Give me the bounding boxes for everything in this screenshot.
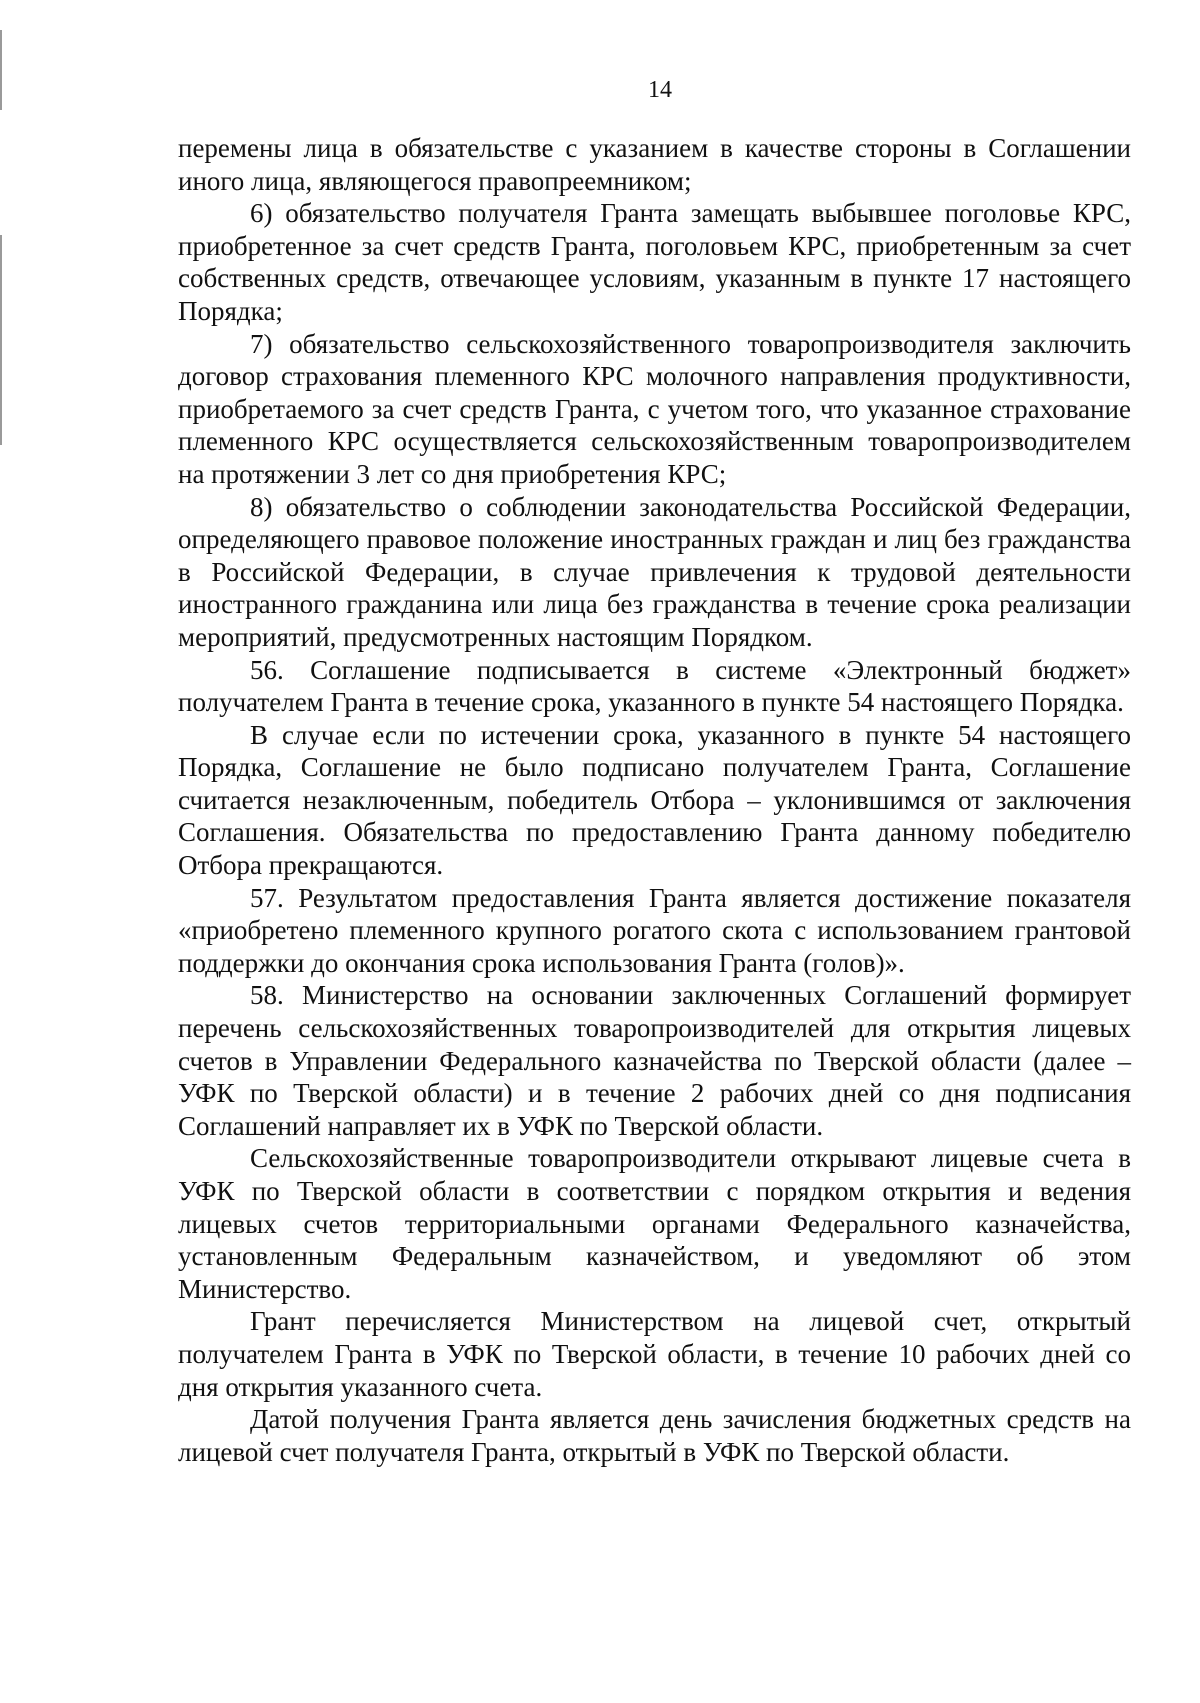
page-number: 14 bbox=[648, 77, 672, 103]
document-body bbox=[178, 132, 1131, 1468]
paragraph-continuation: перемены лица в обязательстве с указанием в качестве стороны в Соглашении иного лица, являющегося правопреемником; bbox=[178, 133, 1131, 196]
paragraph-clause-56-unsigned: В случае если по истечении срока, указанного в пункте 54 настоящего Порядка, Соглашение не было подписано получателем Гранта, Соглашение считается незаключенным, победитель Отбора – уклонившимся от заключения Соглашения. Обязательства по предоставлению Гранта данному победителю Отбора прекращаются. bbox=[178, 719, 1131, 881]
paragraph-transfer: Грант перечисляется Министерством на лицевой счет, открытый получателем Гранта в УФК по Тверской области, в течение 10 рабочих дней со дня открытия указанного счета. bbox=[178, 1306, 1131, 1402]
paragraph-accounts: Сельскохозяйственные товаропроизводители открывают лицевые счета в УФК по Тверской области в соответствии с порядком открытия и ведения лицевых счетов территориальными органами Федерального казначейства, установленным Федеральным казначейством, и уведомляют об этом Министерство. bbox=[178, 1143, 1131, 1304]
paragraph-item-8: 8) обязательство о соблюдении законодательства Российской Федерации, определяющего правовое положение иностранных граждан и лиц без гражданства в Российской Федерации, в случае привлечения к трудовой деятельности иностранного гражданина или лица без гражданства в течение срока реализации мероприятий, предусмотренных настоящим Порядком. bbox=[178, 491, 1131, 652]
paragraph-clause-56: 56. Соглашение подписывается в системе «Электронный бюджет» получателем Гранта в течение срока, указанного в пункте 54 настоящего Порядка. bbox=[178, 654, 1131, 718]
scan-edge-mark-middle bbox=[0, 235, 2, 445]
paragraph-item-6: 6) обязательство получателя Гранта замещать выбывшее поголовье КРС, приобретенное за счет средств Гранта, поголовьем КРС, приобретенным за счет собственных средств, отвечающее условиям, указанным в пункте 17 настоящего Порядка; bbox=[178, 198, 1131, 326]
paragraph-clause-57: 57. Результатом предоставления Гранта является достижение показателя «приобретено племенного крупного рогатого скота с использованием грантовой поддержки до окончания срока использования Гранта (голов)». bbox=[178, 882, 1131, 978]
paragraph-clause-58: 58. Министерство на основании заключенных Соглашений формирует перечень сельскохозяйственных товаропроизводителей для открытия лицевых счетов в Управлении Федерального казначейства по Тверской области (далее – УФК по Тверской области) и в течение 2 рабочих дней со дня подписания Соглашений направляет их в УФК по Тверской области. bbox=[178, 980, 1131, 1141]
paragraph-item-7: 7) обязательство сельскохозяйственного товаропроизводителя заключить договор страхования племенного КРС молочного направления продуктивности, приобретаемого за счет средств Гранта, с учетом того, что указанное страхование племенного КРС осуществляется сельскохозяйственным товаропроизводителем на протяжении 3 лет со дня приобретения КРС; bbox=[178, 328, 1131, 489]
paragraph-receipt-date: Датой получения Гранта является день зачисления бюджетных средств на лицевой счет получателя Гранта, открытый в УФК по Тверской области. bbox=[178, 1404, 1131, 1467]
